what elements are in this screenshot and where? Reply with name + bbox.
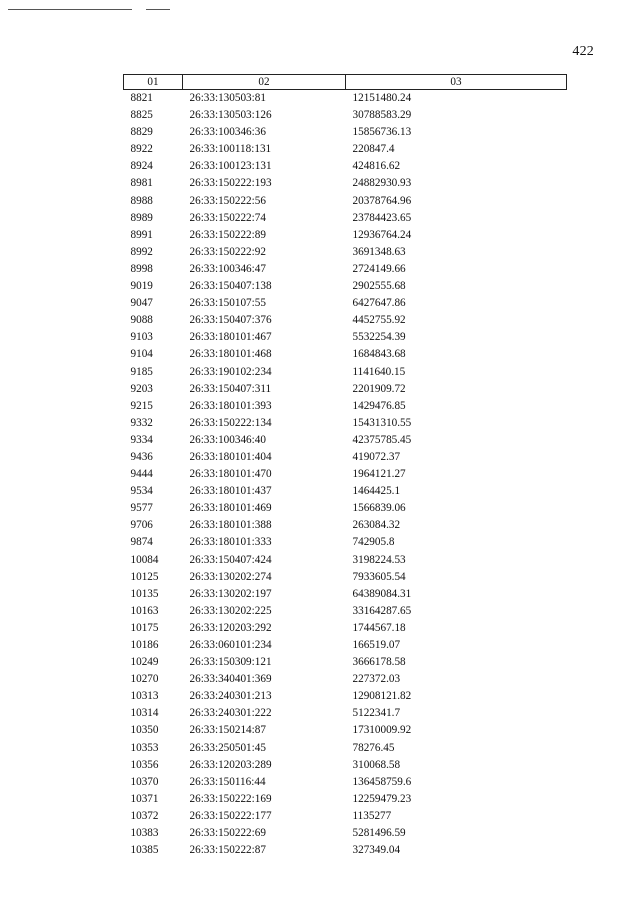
table-row [124,552,567,569]
row-id-cell: 9706 [130,519,153,532]
row-id-cell: 9534 [130,485,153,498]
table-row [124,671,567,688]
value-cell: 23784423.65 [352,211,412,224]
row-id-cell: 10249 [130,656,159,669]
cadastral-number-cell: 26:33:150222:56 [189,194,266,207]
value-cell: 2902555.68 [352,280,406,293]
row-id-cell: 9332 [130,416,153,429]
cadastral-number-cell: 26:33:180101:470 [189,468,272,481]
cadastral-number-cell: 26:33:190102:234 [189,365,272,378]
cadastral-number-cell: 26:33:130503:81 [189,92,266,104]
row-id-cell: 10270 [130,673,159,686]
value-cell: 3666178.58 [352,656,406,669]
table-row [124,175,567,192]
row-id-cell: 9088 [130,314,153,327]
row-id-cell: 10371 [130,792,159,805]
table-row [124,569,567,586]
table-row [124,415,567,432]
row-id-cell: 9019 [130,280,153,293]
value-cell: 5532254.39 [352,331,406,344]
cadastral-number-cell: 26:33:240301:213 [189,690,272,703]
cadastral-number-cell: 26:33:130202:197 [189,587,272,600]
table-row [124,261,567,278]
row-id-cell: 10356 [130,758,159,771]
table-row [124,346,567,363]
table-row [124,757,567,774]
table-row [124,483,567,500]
value-cell: 1141640.15 [352,365,406,378]
value-cell: 1964121.27 [352,468,406,481]
table-row [124,740,567,757]
cadastral-number-cell: 26:33:130202:274 [189,570,272,583]
row-id-cell: 8998 [130,262,153,275]
value-cell: 220847.4 [352,143,395,156]
row-id-cell: 9215 [130,399,153,412]
row-id-cell: 8924 [130,160,153,173]
row-id-cell: 10372 [130,809,159,822]
value-cell: 5122341.7 [352,707,401,720]
table-row [124,398,567,415]
table-row [124,688,567,705]
cadastral-number-cell: 26:33:120203:289 [189,758,272,771]
value-cell: 263084.32 [352,519,401,532]
value-cell: 20378764.96 [352,194,412,207]
value-cell: 2724149.66 [352,262,406,275]
row-id-cell: 9047 [130,297,153,310]
value-cell: 310068.58 [352,758,401,771]
value-cell: 742905.8 [352,536,395,549]
value-cell: 64389084.31 [352,587,412,600]
value-cell: 7933605.54 [352,570,406,583]
row-id-cell: 10186 [130,639,159,651]
value-cell: 12908121.82 [352,690,412,703]
value-cell: 227372.03 [352,673,401,686]
row-id-cell: 9444 [130,468,153,481]
cadastral-number-cell: 26:33:100123:131 [189,160,272,173]
column-header-03: 03 [346,75,567,90]
table-row [124,825,567,842]
value-cell: 15856736.13 [352,126,412,139]
row-id-cell: 10314 [130,707,159,720]
table-header [124,75,567,90]
row-id-cell: 10385 [130,844,159,857]
data-table [123,74,567,859]
table-row [124,158,567,175]
row-id-cell: 9874 [130,536,153,549]
cadastral-number-cell: 26:33:340401:369 [189,673,272,686]
row-id-cell: 10370 [130,775,159,788]
row-id-cell: 8991 [130,228,153,241]
row-id-cell: 10350 [130,724,159,737]
row-id-cell: 8922 [130,143,153,156]
row-id-cell: 9577 [130,502,153,515]
cadastral-number-cell: 26:33:150107:55 [189,297,266,310]
table-row [124,500,567,517]
row-id-cell: 8825 [130,109,153,122]
header-row [124,75,567,90]
column-header-01: 01 [124,75,183,90]
cadastral-number-cell: 26:33:250501:45 [189,741,266,754]
cadastral-number-cell: 26:33:100346:36 [189,126,266,139]
table-row [124,329,567,346]
row-id-cell: 10175 [130,621,159,634]
cadastral-number-cell: 26:33:180101:467 [189,331,272,344]
cadastral-number-cell: 26:33:150222:92 [189,245,266,258]
row-id-cell: 8989 [130,211,153,224]
table-row [124,808,567,825]
table-row [124,210,567,227]
value-cell: 6427647.86 [352,297,406,310]
row-id-cell: 8821 [130,92,153,104]
row-id-cell: 10135 [130,587,159,600]
table-row [124,90,567,108]
value-cell: 1684843.68 [352,348,406,361]
cadastral-number-cell: 26:33:150309:121 [189,656,272,669]
cadastral-number-cell: 26:33:150214:87 [189,724,266,737]
row-id-cell: 10084 [130,553,159,566]
table-row [124,141,567,158]
value-cell: 166519.07 [352,639,401,651]
cadastral-number-cell: 26:33:150407:138 [189,280,272,293]
cadastral-number-cell: 26:33:130202:225 [189,604,272,617]
value-cell: 30788583.29 [352,109,412,122]
table-row [124,295,567,312]
value-cell: 419072.37 [352,450,401,463]
cadastral-number-cell: 26:33:150222:134 [189,416,272,429]
table-row [124,586,567,603]
scan-artifact-line [8,9,132,10]
cadastral-number-cell: 26:33:120203:292 [189,621,272,634]
cadastral-number-cell: 26:33:150222:69 [189,827,266,840]
cadastral-number-cell: 26:33:180101:333 [189,536,272,549]
table-row [124,432,567,449]
value-cell: 33164287.65 [352,604,412,617]
value-cell: 1744567.18 [352,621,406,634]
column-header-02: 02 [183,75,346,90]
value-cell: 424816.62 [352,160,401,173]
cadastral-number-cell: 26:33:180101:404 [189,450,272,463]
cadastral-number-cell: 26:33:100346:47 [189,262,266,275]
value-cell: 78276.45 [352,741,395,754]
table-row [124,312,567,329]
cadastral-number-cell: 26:33:150407:376 [189,314,272,327]
table-body [124,90,567,860]
cadastral-number-cell: 26:33:130503:126 [189,109,272,122]
table-row [124,227,567,244]
table-row [124,193,567,210]
row-id-cell: 8981 [130,177,153,190]
value-cell: 24882930.93 [352,177,412,190]
cadastral-number-cell: 26:33:150222:193 [189,177,272,190]
value-cell: 3198224.53 [352,553,406,566]
cadastral-number-cell: 26:33:150222:177 [189,809,272,822]
row-id-cell: 8992 [130,245,153,258]
value-cell: 1429476.85 [352,399,406,412]
table-row [124,722,567,739]
value-cell: 3691348.63 [352,245,406,258]
cadastral-number-cell: 26:33:150222:89 [189,228,266,241]
table-row [124,603,567,620]
cadastral-number-cell: 26:33:100118:131 [189,143,272,156]
table-row [124,791,567,808]
table-row [124,517,567,534]
table-row [124,705,567,722]
value-cell: 136458759.6 [352,775,412,788]
table-row [124,244,567,261]
row-id-cell: 9103 [130,331,153,344]
table-row [124,637,567,654]
value-cell: 2201909.72 [352,382,406,395]
row-id-cell: 10313 [130,690,159,703]
table-row [124,278,567,295]
row-id-cell: 9185 [130,365,153,378]
cadastral-number-cell: 26:33:150407:424 [189,553,272,566]
row-id-cell: 9436 [130,450,153,463]
cadastral-number-cell: 26:33:150222:87 [189,844,266,857]
table-row [124,124,567,141]
cadastral-number-cell: 26:33:100346:40 [189,433,266,446]
row-id-cell: 10383 [130,827,159,840]
table-row [124,774,567,791]
row-id-cell: 10125 [130,570,159,583]
value-cell: 12936764.24 [352,228,412,241]
row-id-cell: 9203 [130,382,153,395]
value-cell: 15431310.55 [352,416,412,429]
scan-artifact-line [146,9,170,10]
cadastral-number-cell: 26:33:150407:311 [189,382,272,395]
value-cell: 4452755.92 [352,314,406,327]
row-id-cell: 10353 [130,741,159,754]
table-row [124,842,567,859]
cadastral-number-cell: 26:33:060101:234 [189,639,272,651]
value-cell: 1566839.06 [352,502,406,515]
value-cell: 1464425.1 [352,485,401,498]
table-row [124,534,567,551]
value-cell: 327349.04 [352,844,401,857]
row-id-cell: 9334 [130,433,153,446]
cadastral-number-cell: 26:33:180101:437 [189,485,272,498]
table-row [124,654,567,671]
cadastral-number-cell: 26:33:240301:222 [189,707,272,720]
value-cell: 1135277 [352,809,392,822]
value-cell: 12151480.24 [352,92,412,104]
cadastral-number-cell: 26:33:180101:388 [189,519,272,532]
row-id-cell: 8988 [130,194,153,207]
value-cell: 42375785.45 [352,433,412,446]
row-id-cell: 8829 [130,126,153,139]
table-row [124,107,567,124]
table-row [124,620,567,637]
value-cell: 17310009.92 [352,724,412,737]
value-cell: 12259479.23 [352,792,412,805]
table-row [124,466,567,483]
table-row [124,381,567,398]
cadastral-number-cell: 26:33:150116:44 [189,775,266,788]
cadastral-number-cell: 26:33:180101:469 [189,502,272,515]
cadastral-number-cell: 26:33:150222:74 [189,211,266,224]
value-cell: 5281496.59 [352,827,406,840]
cadastral-number-cell: 26:33:180101:393 [189,399,272,412]
table-row [124,449,567,466]
cadastral-number-cell: 26:33:150222:169 [189,792,272,805]
row-id-cell: 9104 [130,348,153,361]
cadastral-number-cell: 26:33:180101:468 [189,348,272,361]
table-row [124,364,567,381]
page-number: 422 [572,44,594,59]
row-id-cell: 10163 [130,604,159,617]
